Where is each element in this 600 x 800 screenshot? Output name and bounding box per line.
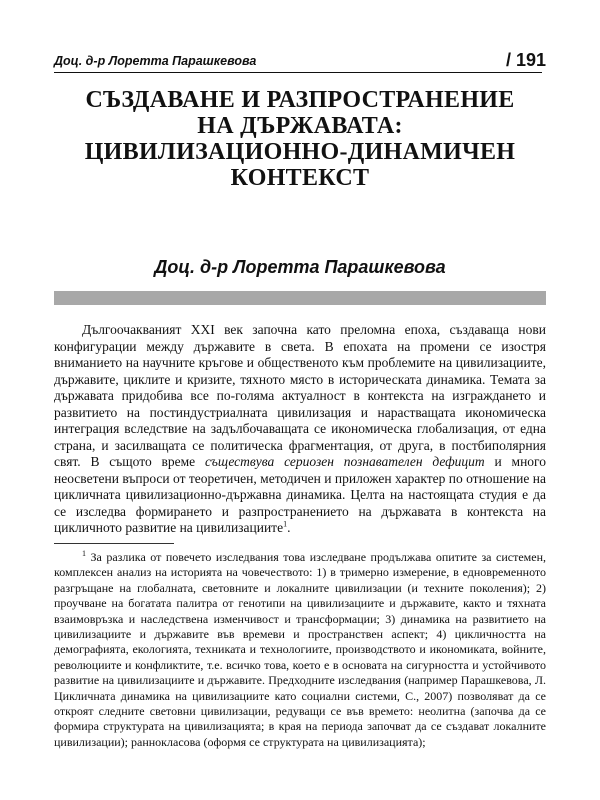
article-title [54,87,546,191]
body-paragraph [54,322,546,537]
footnote [54,550,546,750]
body-text-part1: Дългоочакваният XXI век започна като преломна епоха, създаваща нови конфигурации между държавите в света. В епохата на промени се изостря вниманието на научните кръгове и общественото към проблемите на цивилизациите, държавите, циклите и кризите, тяхното място в историческата динамика. Темата за държавата придобива все по-голяма актуалност в контекста на изграждането и развитието на постиндустриалната цивилизация и нарастващата икономическа интеграция вследствие на задълбочаващата се икономическа глобализация, от една страна, и засилващата се политическа фрагментация, от друга, в постбиполярния свят. В същото време [54,322,546,469]
body-text-end: . [287,520,291,535]
body-text-part2: и много неосветени въпроси от теоретичен, методичен и приложен характер по отношение на цикличната цивилизационно-държавна динамика. Целта на настоящата студия е да се изследва формирането и разпространението на държавата в контекста на цикличното развитие на цивилизациите [54,454,546,535]
footnote-paragraph [54,550,546,750]
running-author: Доц. д-р Лоретта Парашкевова [54,54,257,68]
running-header [54,50,546,74]
title-line-2: НА ДЪРЖАВАТА: [197,113,403,139]
footnote-reference[interactable]: 1 [283,519,288,529]
paragraph-1 [54,322,546,537]
author-byline: Доц. д-р Лоретта Парашкевова [154,257,446,277]
title-line-3: ЦИВИЛИЗАЦИОННО-ДИНАМИЧЕН [84,139,516,165]
title-line-1: СЪЗДАВАНЕ И РАЗПРОСТРАНЕНИЕ [85,87,515,113]
body-emphasis: съществува сериозен познавателен дефицит [205,454,485,469]
title-line-4: КОНТЕКСТ [230,165,370,191]
footnote-marker: 1 [82,549,86,558]
page-number: / 191 [505,50,546,70]
footnote-text: За разлика от повечето изследвания това изследване продължава опитите за системен, комплексен анализ на историята на човечеството: 1) в тримерно измерение, в едновременното разгръщане на глобалната, световните и локалните цивилизации (и техните поколения); 2) проучване на богатата палитра от генотипи на цивилизациите и държавите, както и тяхната взаимовръзка и наследствена изменчивост и трансформации; 3) динамика на развитието на цивилизациите и държавите във времеви и пространствен аспект; 4) цикличността на демографията, екологията, техниката и технологиите, производството и икономиката, войните, революциите и конфликтите, т.е. всичко това, което е в основата на сигурността и устойчивото развитие на цивилизациите и държавите. Предходните изследвания (например Парашкевова, Л. Цикличната динамика на цивилизациите като социални системи, С., 2007) позволяват да се откроят следните световни цивилизации, редуващи се във времето: неолитна (започва да се формира структурата на цивилизацията; в края на периода започват да се създават локалните цивилизации); раннокласова (оформя се структурата на цивилизацията); [54,550,546,749]
divider-bar [54,291,546,305]
header-rule [54,72,542,73]
footnote-rule [54,543,174,544]
